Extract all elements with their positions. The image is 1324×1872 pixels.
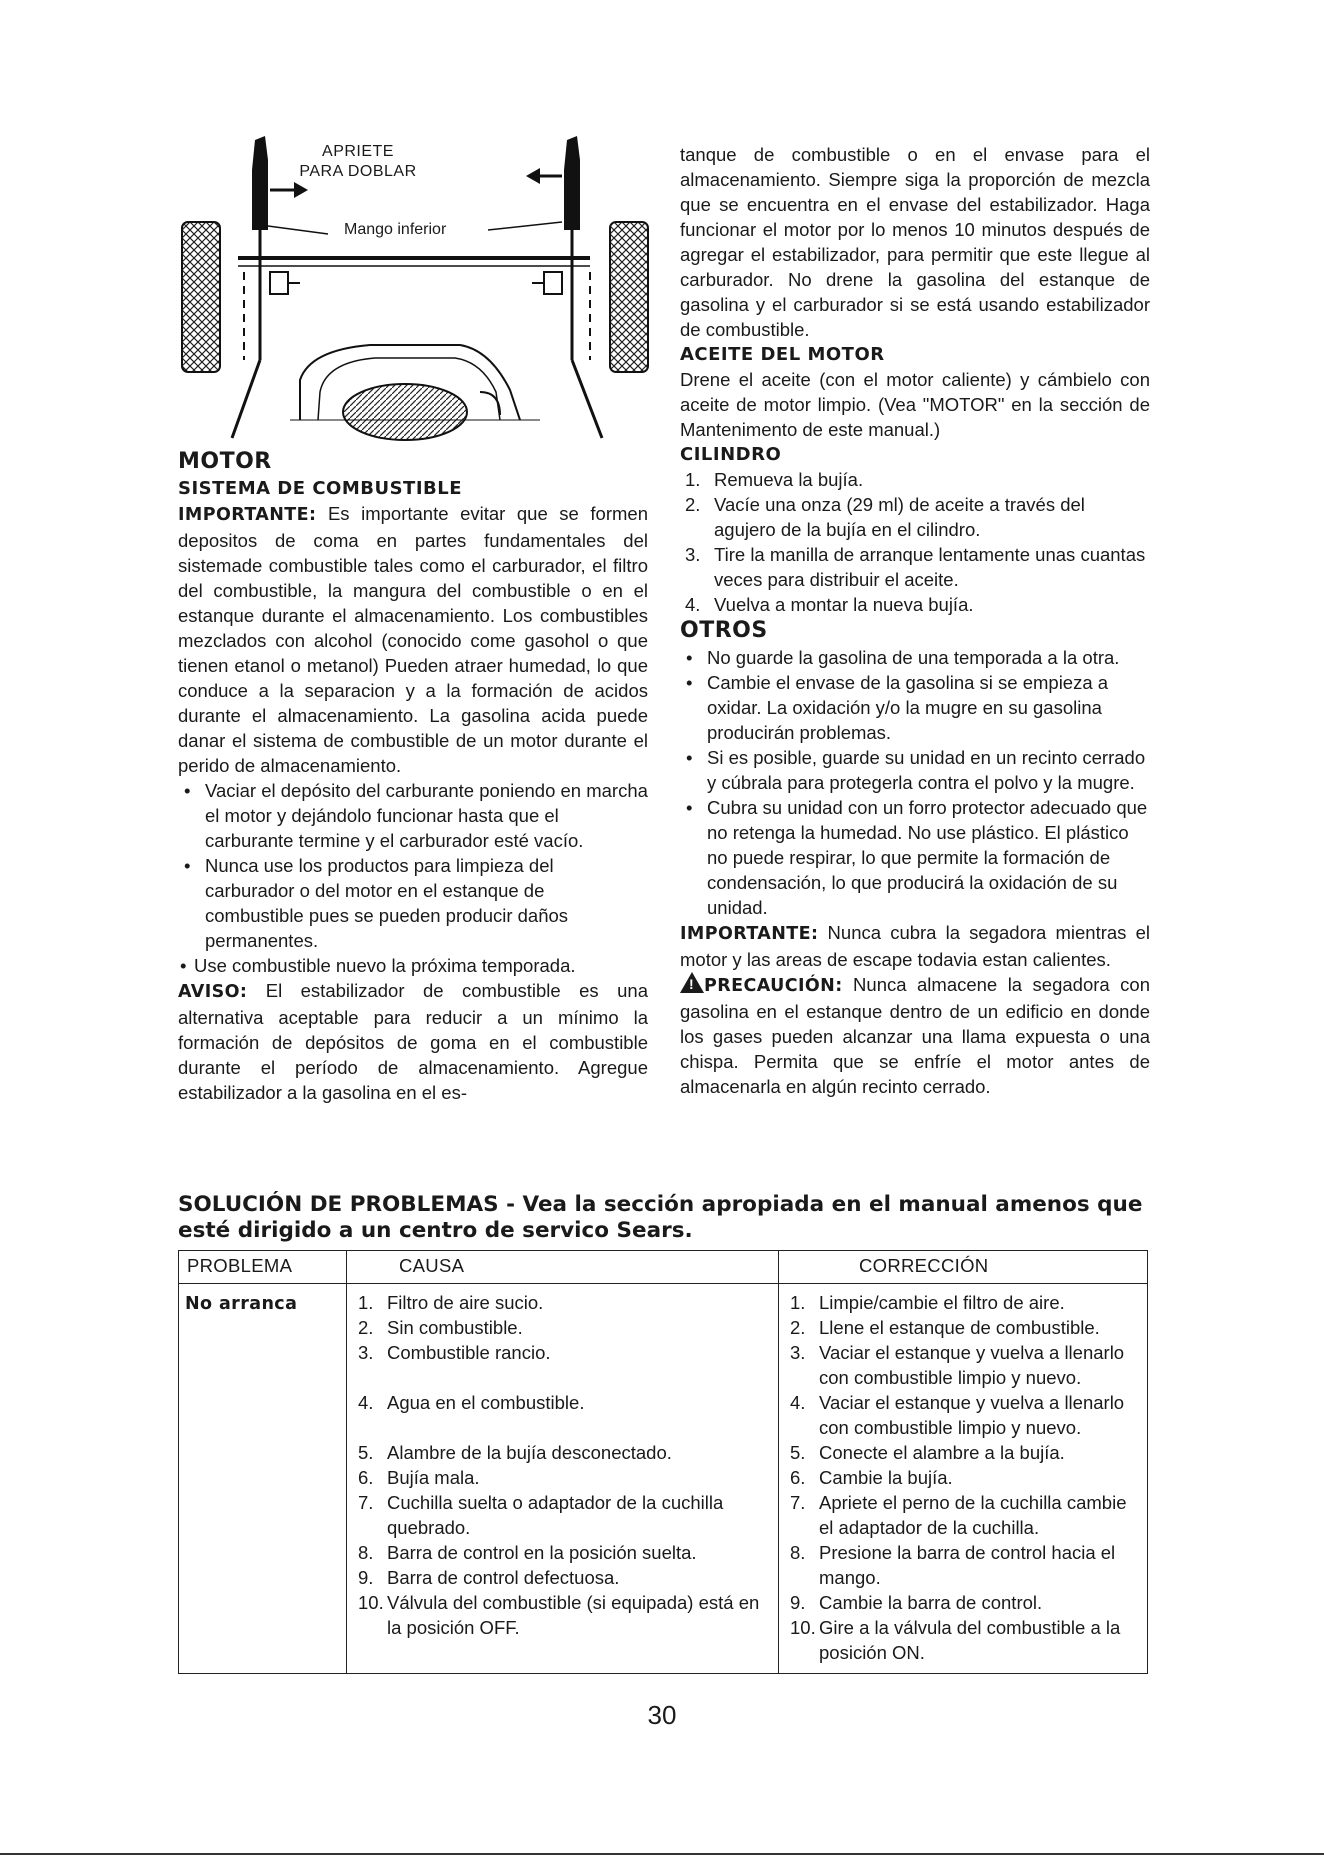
cilindro-steps [680,467,1150,617]
causes-cell [347,1284,779,1674]
list-item: 4. Vaciar el estanque y vuelva a llenarlo con combustible limpio y nuevo. [790,1392,1125,1438]
list-item: 5. Conecte el alambre a la bujía. [790,1442,1065,1463]
list-item: 10. Gire a la válvula del combustible a la posición ON. [790,1617,1121,1663]
list-item: 2. Sin combustible. [358,1317,523,1338]
aviso-text: El estabilizador de combustible es una alternativa aceptable para reducir a un mínimo la formación de depósitos de goma en el combustible durante el período de almacenamiento. Agregue estabilizador a la gasolina en el es- [178,980,648,1103]
fuel-bullets [178,778,648,953]
table-row [179,1284,1148,1674]
right-column [680,142,1150,1099]
bottom-divider [0,1853,1324,1855]
fuel-last-bullet [178,953,648,978]
precaucion-label: PRECAUCIÓN: [704,976,843,996]
apriete-label [288,142,428,182]
aceite-heading: ACEITE DEL MOTOR [680,344,885,365]
otros-heading: OTROS [680,618,768,643]
list-item: 5. Alambre de la bujía desconectado. [358,1442,672,1463]
precaucion-text: Nunca almacene la segadora con gasolina en el estanque dentro de un edificio en donde los gases pueden alcanzar una llama expuesta o una chispa. Permita que se enfríe el motor antes de almacenarla en algún recinto cerrado. [680,974,1150,1097]
column-header-correccion: CORRECCIÓN [779,1251,1148,1284]
motor-heading: MOTOR [178,449,272,474]
list-item: 1. Remueva la bujía. [685,469,864,490]
list-item: 6. Cambie la bujía. [790,1467,953,1488]
table-header-row [179,1251,1148,1284]
list-item: 9. Barra de control defectuosa. [358,1567,620,1588]
causes-list [353,1290,772,1640]
troubleshooting-title-line-1: SOLUCIÓN DE PROBLEMAS - Vea la sección apropiada en el manual amenos que [178,1192,1143,1217]
list-item: 7. Cuchilla suelta o adaptador de la cuchilla quebrado. [358,1492,724,1538]
list-item: 8. Barra de control en la posición suelta. [358,1542,697,1563]
corrections-cell [779,1284,1148,1674]
list-item: 3. Vaciar el estanque y vuelva a llenarlo con combustible limpio y nuevo. [790,1342,1125,1388]
list-item: 10. Válvula del combustible (si equipada) está en la posición OFF. [358,1592,760,1638]
column-header-causa: CAUSA [347,1251,779,1284]
list-item: • Cambie el envase de la gasolina si se empieza a oxidar. La oxidación y/o la mugre en su gasolina producirán problemas. [680,670,1150,745]
list-item: 3. Tire la manilla de arranque lentamente unas cuantas veces para distribuir el aceite. [685,544,1146,590]
fuel-system-heading: SISTEMA DE COMBUSTIBLE [178,478,462,499]
list-item: 7. Apriete el perno de la cuchilla cambie el adaptador de la cuchilla. [790,1492,1127,1538]
list-item: 8. Presione la barra de control hacia el mango. [790,1542,1116,1588]
problem-cell [179,1284,347,1674]
importante-cover-paragraph [680,920,1150,972]
cilindro-heading: CILINDRO [680,444,782,465]
apriete-line-2: PARA DOBLAR [299,163,417,180]
list-item: 2. Llene el estanque de combustible. [790,1317,1100,1338]
list-item: • Nunca use los productos para limpieza del carburador o del motor en el estanque de combustible pues se pueden producir daños permanentes. [178,853,648,953]
importante-label: IMPORTANTE: [680,924,819,944]
list-item: 2. Vacíe una onza (29 ml) de aceite a través del agujero de la bujía en el cilindro. [685,494,1085,540]
list-item: 4. Vuelva a montar la nueva bujía. [685,594,974,615]
aviso-label: AVISO: [178,982,248,1002]
list-item: 6. Bujía mala. [358,1467,480,1488]
otros-bullets [680,645,1150,920]
list-item: • Cubra su unidad con un forro protector adecuado que no retenga la humedad. No use plástico. El plástico no puede respirar, lo que permite la formación de condensación, lo que producirá la oxidación de su unidad. [680,795,1150,920]
apriete-line-1: APRIETE [322,143,394,160]
lower-handle-diagram [170,130,650,448]
list-item: • Use combustible nuevo la próxima temporada. [178,953,648,978]
troubleshooting-title-line-2: esté dirigido a un centro de servico Sears. [178,1218,693,1243]
list-item: 4. Agua en el combustible. [358,1392,585,1413]
warning-icon: ! [680,972,704,993]
stabilizer-continuation: tanque de combustible o en el envase para el almacenamiento. Siempre siga la proporción de mezcla que se encuentra en el envase del estabilizador. Haga funcionar el motor por lo menos 10 minutos después de agregar el estabilizador, para permitir que este llegue al carburador. No drene la gasolina del estanque de gasolina y el carburador si se está usando estabilizador de combustible. [680,144,1150,340]
list-item: 3. Combustible rancio. [358,1342,551,1363]
troubleshooting-table [178,1250,1148,1674]
aceite-text: Drene el aceite (con el motor caliente) y cámbielo con aceite de motor limpio. (Vea "MOTOR" en la sección de Mantenimento de este manual.) [680,369,1150,440]
column-header-problema: PROBLEMA [179,1251,347,1284]
list-item: 1. Limpie/cambie el filtro de aire. [790,1292,1065,1313]
corrections-list [785,1290,1141,1665]
fuel-importante-paragraph [178,501,648,778]
list-item: 9. Cambie la barra de control. [790,1592,1043,1613]
precaucion-paragraph [680,972,1150,1099]
importante-text: Nunca cubra la segadora mientras el motor y las areas de escape todavia estan calientes. [680,922,1150,970]
aviso-paragraph [178,978,648,1105]
list-item: • No guarde la gasolina de una temporada a la otra. [680,645,1150,670]
list-item: • Si es posible, guarde su unidad en un recinto cerrado y cúbrala para protegerla contra el polvo y la mugre. [680,745,1150,795]
importante-label: IMPORTANTE: [178,505,317,525]
importante-text: Es importante evitar que se formen depositos de coma en partes fundamentales del sistemade combustible tales como el carburador, el filtro del combustible, la mangura del combustible o en el estanque durante el almacenamiento. Los combustibles mezclados con alcohol (conocido come gasohol o que tienen etanol o metanol) Pueden atraer humedad, lo que conduce a la separacion y a la formación de acidos durante el almacenamiento. La gasolina acida puede danar el sistema de combustible de un motor durante el perido de almacenamiento. [178,503,648,776]
troubleshooting-title [178,1192,1168,1244]
mango-inferior-label: Mango inferior [340,220,450,240]
problem-no-arranca: No arranca [185,1294,298,1314]
list-item: • Vaciar el depósito del carburante poniendo en marcha el motor y dejándolo funcionar hasta que el carburante termine y el carburador esté vacío. [178,778,648,853]
list-item: 1. Filtro de aire sucio. [358,1292,544,1313]
page-number: 30 [647,1700,677,1730]
left-column [178,448,648,1105]
